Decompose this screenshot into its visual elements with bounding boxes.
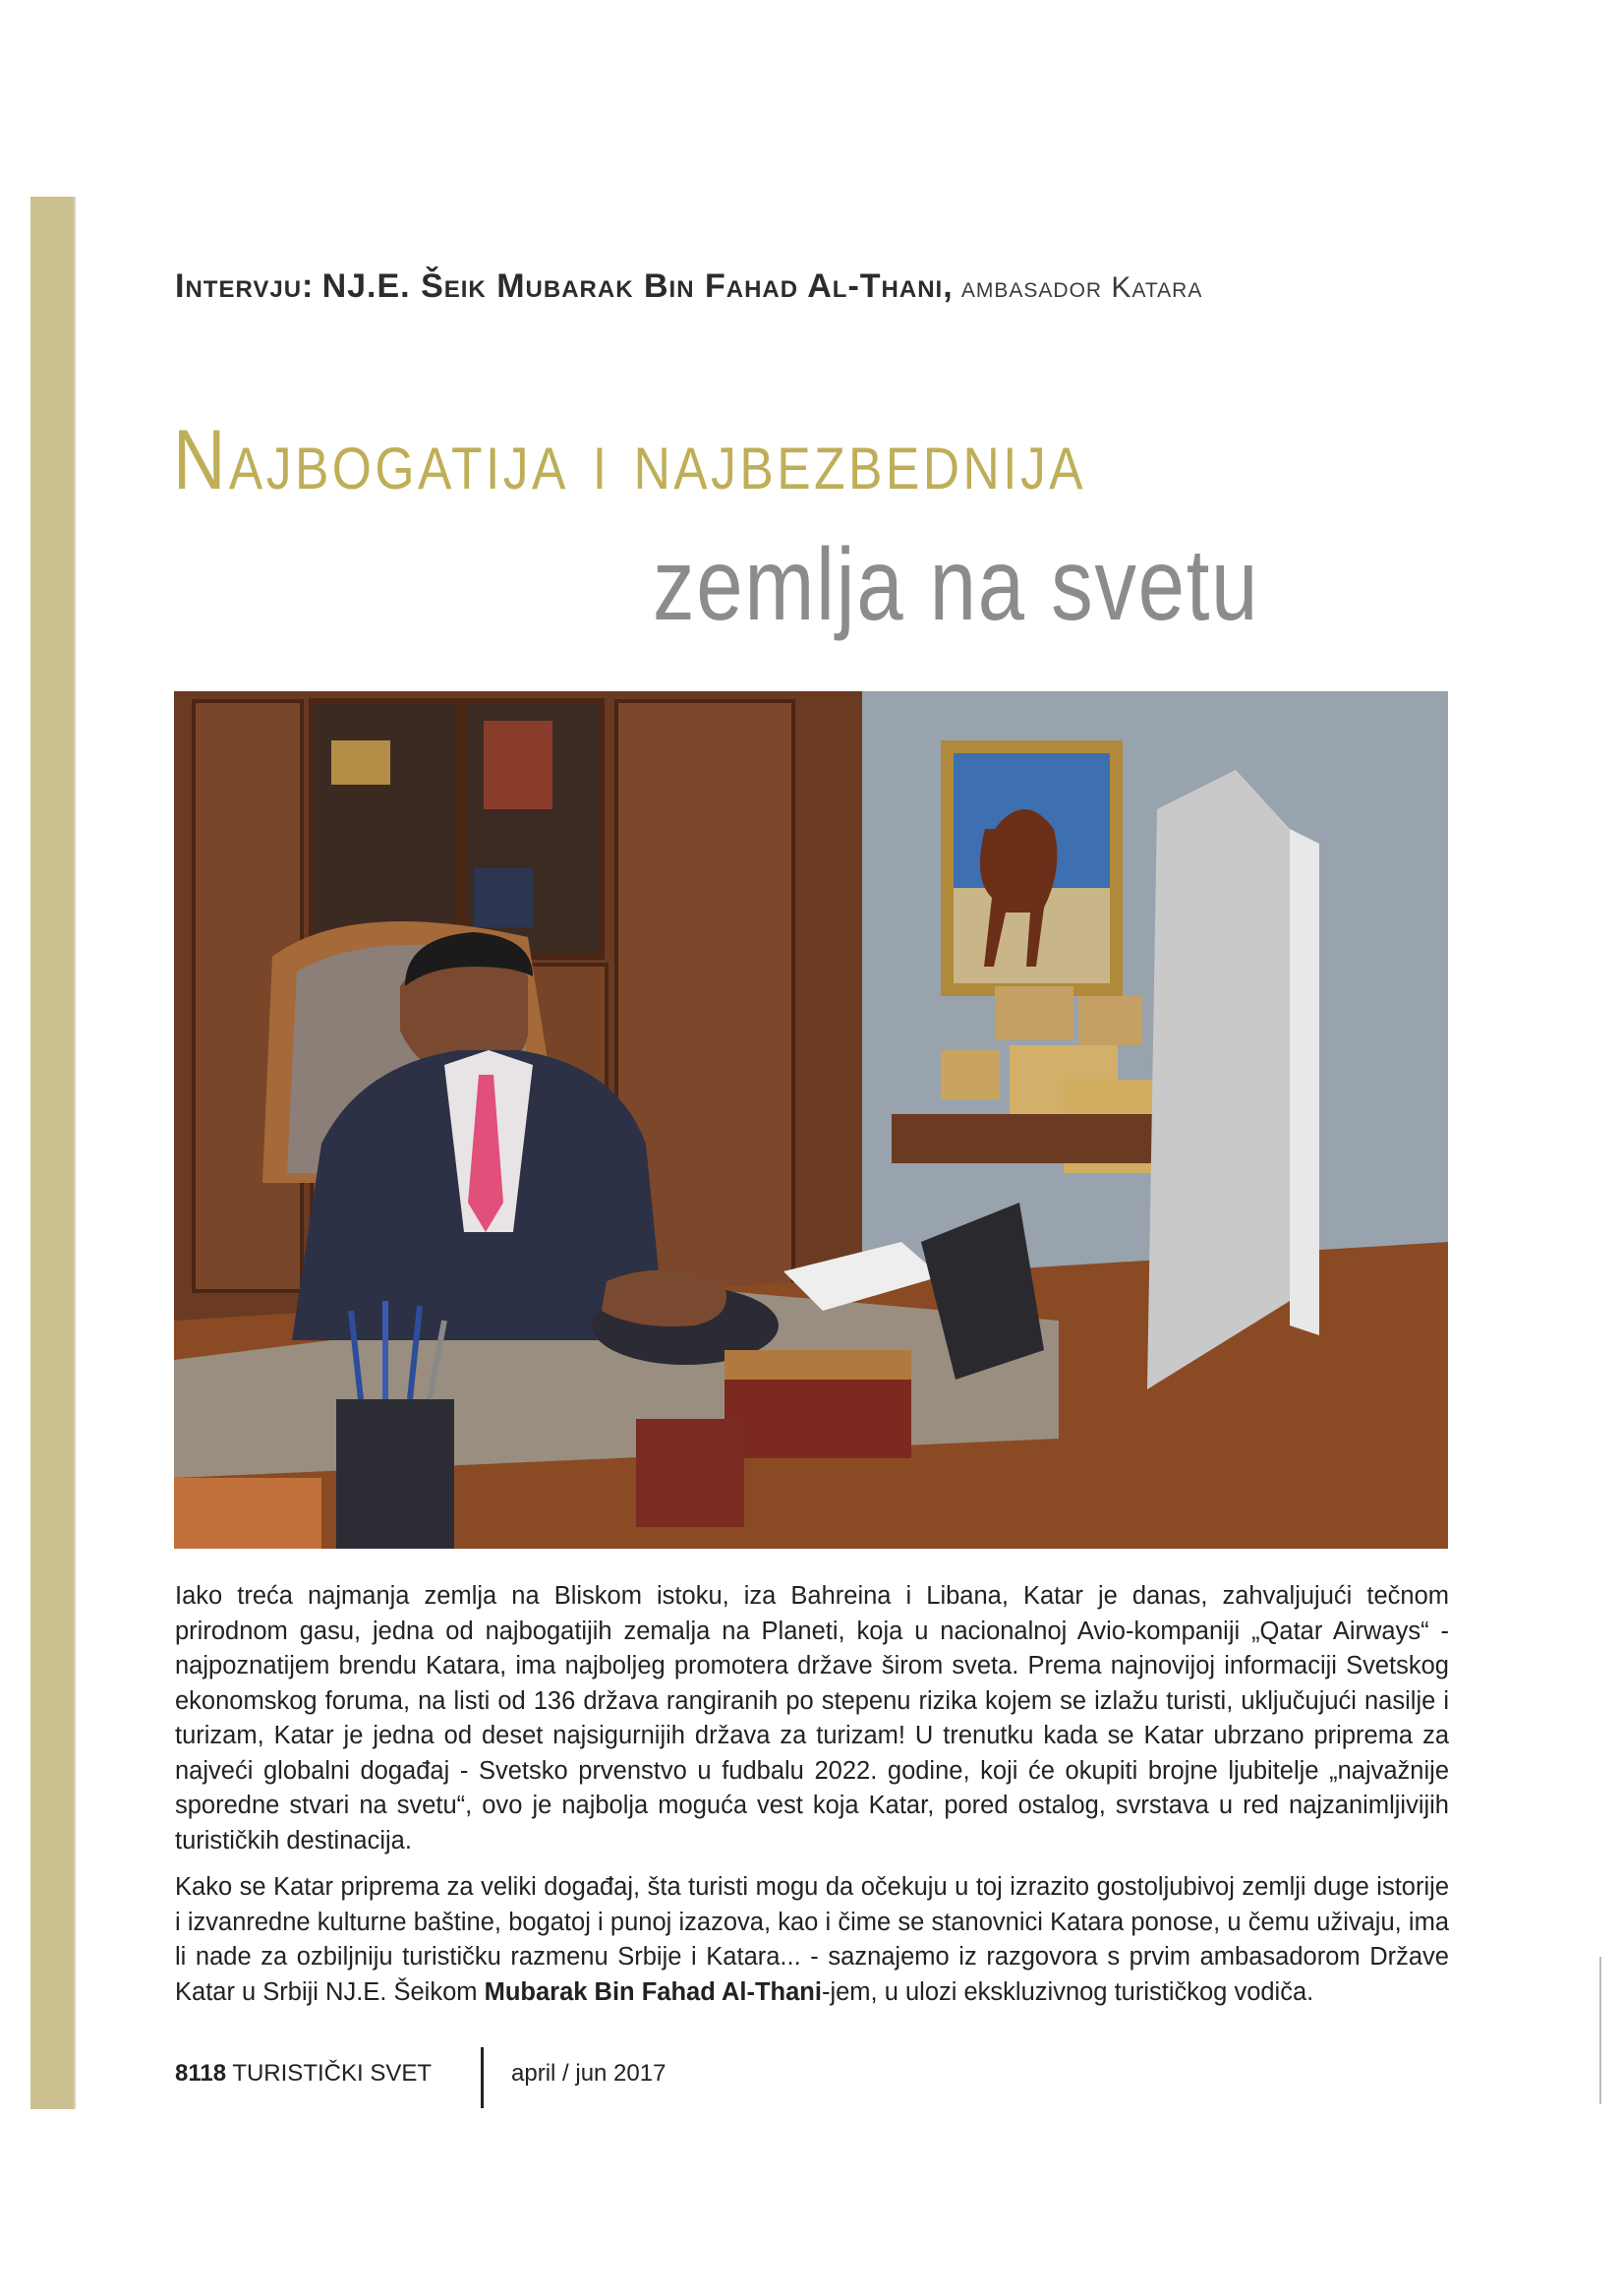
headline-line-2: zemlja na svetu [653,528,1260,642]
body-paragraph-1: Iako treća najmanja zemlja na Bliskom istoku, iza Bahreina i Libana, Katar je danas, zahvaljujući tečnom prirodnom gasu, jedna od najbogatijih zemalja na Planeti, koja u nacionalnoj Avio-kompaniji „Qatar Airways“ - najpoznatijem brendu Katara, ima najboljeg promotera države širom sveta. Prema najnovijoj informaciji Svetskog ekonomskog foruma, na listi od 136 država rangiranih po stepenu rizika kojem se izlažu turisti, uključujući nasilje i turizam, Katar je jedna od deset najsigurnijih država za turizam! U trenutku kada se Katar ubrzano priprema za najveći globalni događaj - Svetsko prvenstvo u fudbalu 2022. godine, koji će okupiti brojne ljubitelje „najvažnije sporedne stvari na svetu“, ovo je najbolja moguća vest koja Katar, pored ostalog, svrstava u red najzanimljivijih turističkih destinacija. [175,1582,1449,1854]
ambassador-photo [174,691,1448,1549]
headline-line-1: Najbogatija i najbezbednija [173,413,1087,507]
page-number: 8118 [175,2060,227,2087]
issue-date: april / jun 2017 [511,2060,667,2087]
paragraph-2-start: Kako se Katar priprema za veliki događaj, šta turisti mogu da očekuju u toj izrazito gostoljubivoj zemlji duge istorije i izvanredne kulturne baštine, bogatoj i punoj izazova, kao i čime se stanovnici Katara ponose, u čemu uživaju, ima li nade za ozbiljniju turističku razmenu Srbije i Katara... - saznajemo iz razgovora s prvim ambasadorom Države Katar u Srbiji NJ.E. Šeikom [175,1873,1449,2006]
body-paragraph-2 [175,1870,1449,2010]
kicker-name: NJ.E. Šeik Mubarak Bin Fahad Al-Thani, [321,267,954,305]
page-footer [175,2060,432,2099]
side-bar-edge [74,197,76,2109]
article-kicker [175,267,1482,306]
magazine-name: TURISTIČKI SVET [232,2060,432,2087]
article-body [175,1579,1449,2022]
kicker-label: Intervju: [175,267,315,305]
decorative-side-bar [30,197,74,2109]
kicker-role: ambasador Katara [960,271,1203,304]
right-edge-line [1599,1957,1601,2104]
ambassador-name-bold: Mubarak Bin Fahad Al-Thani [484,1977,822,2006]
paragraph-2-end: -jem, u ulozi ekskluzivnog turističkog vodiča. [821,1977,1314,2006]
footer-divider [481,2047,484,2108]
